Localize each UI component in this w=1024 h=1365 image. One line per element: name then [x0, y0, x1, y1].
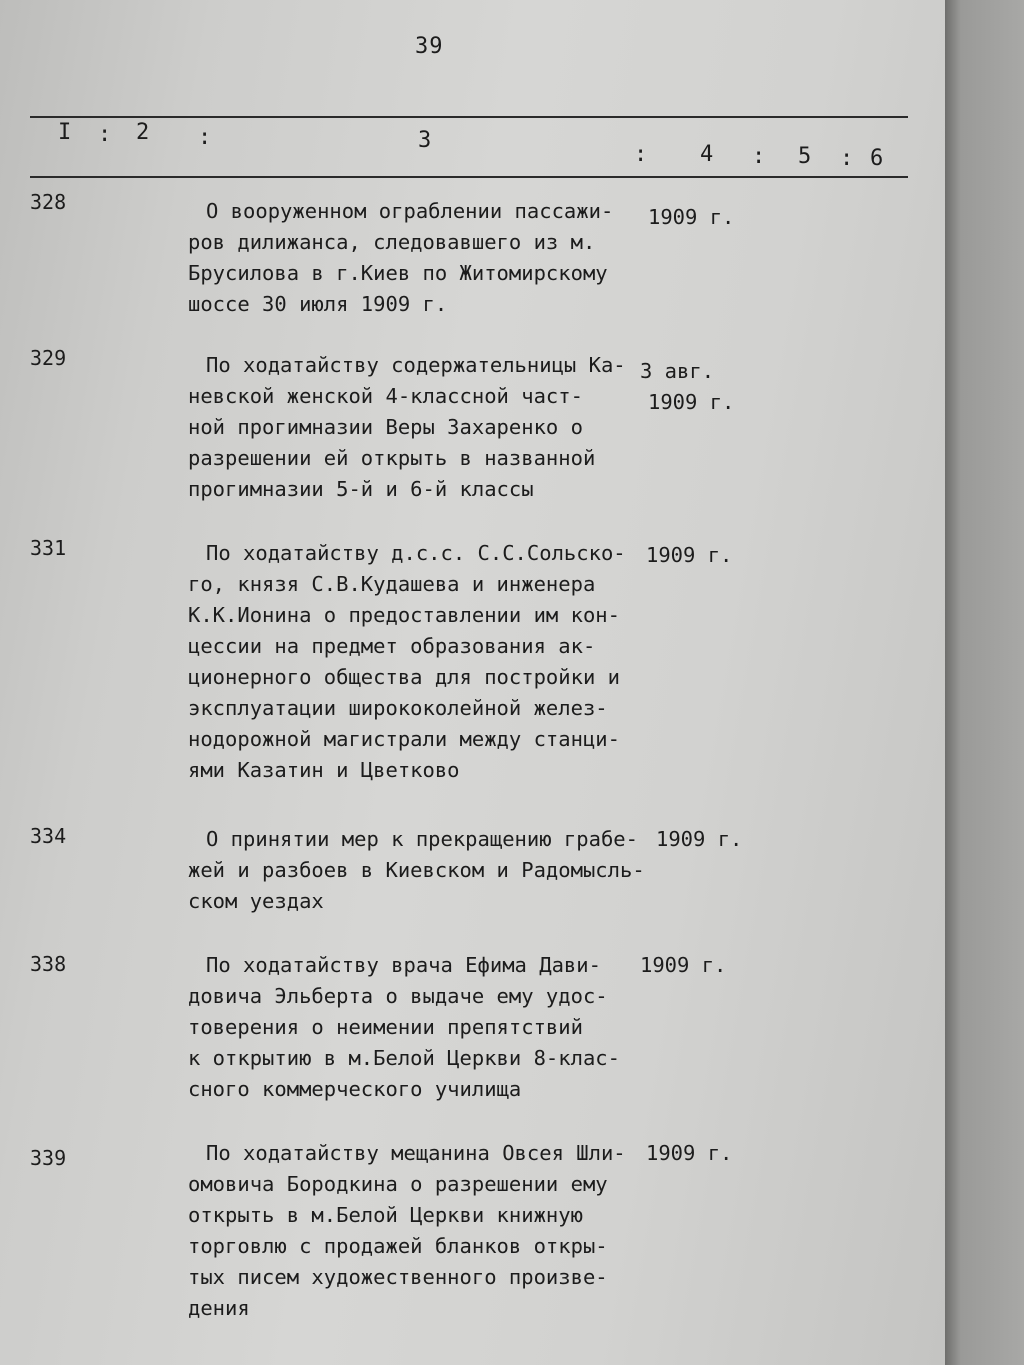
column-header-3: 3 — [418, 128, 432, 153]
column-header-4: 4 — [700, 142, 714, 167]
entry-title-line: прогимназии 5-й и 6-й классы — [188, 477, 534, 501]
entry-title-line: эксплуатации ширококолейной желез- — [188, 696, 608, 720]
column-header-6: 6 — [870, 146, 884, 171]
entry-title-line: товерения о неимении препятствий — [188, 1015, 583, 1039]
entry-date-line: 1909 г. — [656, 827, 743, 851]
entry-number: 328 — [30, 190, 67, 214]
entry-title-line: ционерного общества для постройки и — [188, 665, 620, 689]
entry-title — [188, 538, 638, 786]
entry-title-line: ров дилижанса, следовавшего из м. — [188, 230, 596, 254]
entry-number: 334 — [30, 824, 67, 848]
column-separator: : — [840, 146, 854, 171]
column-separator: : — [198, 125, 212, 150]
page-number: 39 — [415, 34, 444, 59]
entry-date-line: 1909 г. — [648, 205, 735, 229]
column-header-1: I — [58, 120, 72, 145]
entry-title-line: ском уездах — [188, 889, 324, 913]
entry-title — [188, 350, 638, 505]
entry-date — [646, 1138, 732, 1169]
entry-title — [188, 824, 645, 917]
entry-date — [656, 824, 742, 855]
entry-title-line: нодорожной магистрали между станци- — [188, 727, 620, 751]
entry-date — [640, 950, 726, 981]
entry-title-line: По ходатайству д.с.с. С.С.Сольско- — [206, 541, 626, 565]
entry-date-line: 1909 г. — [646, 1141, 733, 1165]
entry-title-line: О вооруженном ограблении пассажи- — [206, 199, 614, 223]
column-separator: : — [752, 144, 766, 169]
entry-title-line: По ходатайству содержательницы Ка- — [206, 353, 626, 377]
entry-title-line: жей и разбоев в Киевском и Радомысль- — [188, 858, 645, 882]
entry-number: 338 — [30, 952, 67, 976]
entry-title — [188, 1138, 638, 1324]
entry-date-line: 1909 г. — [646, 543, 733, 567]
entry-title — [188, 196, 638, 320]
entry-title-line: невской женской 4-классной част- — [188, 384, 583, 408]
entry-title-line: К.К.Ионина о предоставлении им кон- — [188, 603, 620, 627]
entry-date-line: 3 авг. — [640, 359, 715, 383]
entry-title-line: тых писем художественного произве- — [188, 1265, 608, 1289]
entry-number: 329 — [30, 346, 67, 370]
entry-title-line: к открытию в м.Белой Церкви 8-клас- — [188, 1046, 620, 1070]
column-header-2: 2 — [136, 120, 150, 145]
entry-number: 339 — [30, 1146, 67, 1170]
binder-edge — [945, 0, 1024, 1365]
header-bottom-rule — [30, 176, 908, 178]
entry-title-line: Брусилова в г.Киев по Житомирскому — [188, 261, 608, 285]
entry-title — [188, 950, 638, 1105]
entry-title-line: По ходатайству врача Ефима Дави- — [206, 953, 601, 977]
entry-title-line: разрешении ей открыть в названной — [188, 446, 596, 470]
entry-date-line: 1909 г. — [648, 390, 735, 414]
entry-number: 331 — [30, 536, 67, 560]
entry-title-line: О принятии мер к прекращению грабе- — [206, 827, 638, 851]
entry-title-line: ной прогимназии Веры Захаренко о — [188, 415, 583, 439]
entry-title-line: довича Эльберта о выдаче ему удос- — [188, 984, 608, 1008]
entry-title-line: торговлю с продажей бланков откры- — [188, 1234, 608, 1258]
entry-title-line: цессии на предмет образования ак- — [188, 634, 596, 658]
entry-title-line: открыть в м.Белой Церкви книжную — [188, 1203, 583, 1227]
entry-title-line: По ходатайству мещанина Овсея Шли- — [206, 1141, 626, 1165]
entry-date — [646, 540, 732, 571]
entry-title-line: сного коммерческого училища — [188, 1077, 522, 1101]
column-separator: : — [634, 142, 648, 167]
entry-date — [640, 356, 734, 418]
entry-title-line: дения — [188, 1296, 250, 1320]
column-header-5: 5 — [798, 144, 812, 169]
entry-date — [648, 202, 734, 233]
entry-title-line: го, князя С.В.Кудашева и инженера — [188, 572, 596, 596]
column-separator: : — [98, 122, 112, 147]
entry-date-line: 1909 г. — [640, 953, 727, 977]
header-top-rule — [30, 116, 908, 118]
entry-title-line: шоссе 30 июля 1909 г. — [188, 292, 448, 316]
entry-title-line: ями Казатин и Цветково — [188, 758, 460, 782]
entry-title-line: омовича Бородкина о разрешении ему — [188, 1172, 608, 1196]
